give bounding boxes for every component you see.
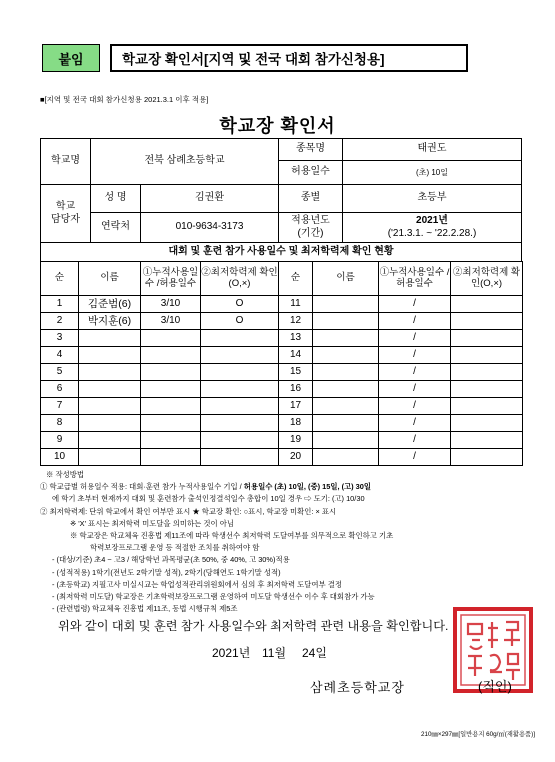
- cell-days: /: [379, 296, 451, 313]
- col-header-name: 이름: [79, 262, 141, 296]
- cell-no: 11: [279, 296, 313, 313]
- cell-no: 1: [41, 296, 79, 313]
- cell-days: 3/10: [141, 296, 201, 313]
- cell-no: 12: [279, 313, 313, 330]
- cell-no: 6: [41, 381, 79, 398]
- name-label: 성 명: [91, 185, 141, 213]
- cell-days: /: [379, 347, 451, 364]
- period-range: ('21.3.1. ~ '22.2.28.): [387, 227, 477, 239]
- cell-no: 18: [279, 415, 313, 432]
- cell-check: O: [201, 313, 279, 330]
- cell-name: 김준범(6): [79, 296, 141, 313]
- table-row: [41, 330, 523, 347]
- period-value: [343, 213, 522, 243]
- cell-no: 2: [41, 313, 79, 330]
- date-month: 11월: [262, 646, 287, 660]
- cell-check: [451, 415, 523, 432]
- status-section-title: 대회 및 훈련 참가 사용일수 및 최저학력제 확인 현황: [41, 243, 522, 262]
- cell-days: 3/10: [141, 313, 201, 330]
- cell-name: [313, 381, 379, 398]
- header-title: 학교장 확인서[지역 및 전국 대회 참가신청용]: [110, 44, 468, 72]
- table-row: [41, 449, 523, 466]
- note-bold-text: 허용일수 (초) 10일, (중) 15일, (고) 30일: [243, 482, 372, 492]
- cell-no: 15: [279, 364, 313, 381]
- cell-check: [451, 381, 523, 398]
- cell-no: 5: [41, 364, 79, 381]
- table-row: [41, 313, 523, 330]
- cell-no: 7: [41, 398, 79, 415]
- cell-no: 13: [279, 330, 313, 347]
- cell-check: [451, 330, 523, 347]
- status-header-row: [41, 262, 523, 296]
- date-day: 24일: [302, 646, 327, 660]
- cell-check: [451, 313, 523, 330]
- period-year: 2021년: [416, 215, 448, 226]
- cell-days: [141, 432, 201, 449]
- cell-no: 14: [279, 347, 313, 364]
- table-row: [41, 398, 523, 415]
- cell-no: 17: [279, 398, 313, 415]
- paper-spec-footer: 210㎜×297㎜[일반용지 60g/㎡(재활용품)]: [421, 731, 535, 738]
- cell-name: [313, 330, 379, 347]
- cell-check: O: [201, 296, 279, 313]
- document-title: 학교장 확인서: [219, 116, 336, 136]
- col-header-no: 순: [41, 262, 79, 296]
- table-row: [41, 381, 523, 398]
- table-row: [41, 296, 523, 313]
- principal-signature-line: 삼례초등학교장: [310, 680, 405, 695]
- school-label: 학교명: [41, 139, 91, 185]
- note-line: - (초등학교) 지필고사 미실시교는 학업성적관리위원회에서 심의 후 최저학력 도달여부 결정: [52, 579, 343, 589]
- cell-days: /: [379, 381, 451, 398]
- cell-name: [313, 313, 379, 330]
- cell-name: [313, 449, 379, 466]
- cell-days: [141, 330, 201, 347]
- date-year: 2021년: [212, 646, 251, 660]
- cell-no: 10: [41, 449, 79, 466]
- cell-days: /: [379, 432, 451, 449]
- cell-days: /: [379, 415, 451, 432]
- cell-check: [201, 381, 279, 398]
- cell-days: /: [379, 330, 451, 347]
- col-header-name: 이름: [313, 262, 379, 296]
- cell-days: /: [379, 398, 451, 415]
- cell-name: [79, 330, 141, 347]
- col-header-check: ②최저학력제 확인(O,×): [451, 262, 523, 296]
- allowed-days-label: 허용일수: [279, 161, 343, 185]
- category-label: 종별: [279, 185, 343, 213]
- writing-instructions: [40, 469, 532, 615]
- cell-check: [451, 347, 523, 364]
- cell-check: [201, 330, 279, 347]
- contact-label: 연락처: [91, 213, 141, 243]
- cell-days: [141, 364, 201, 381]
- cell-name: [313, 296, 379, 313]
- cell-name: [313, 398, 379, 415]
- note-line: - (성적적용) 1학기(전년도 2학기말 성적), 2학기(당해연도 1학기말 성적): [52, 567, 281, 577]
- cell-check: [201, 398, 279, 415]
- cell-name: [79, 415, 141, 432]
- cell-no: 20: [279, 449, 313, 466]
- cell-no: 16: [279, 381, 313, 398]
- school-value: 전북 삼례초등학교: [91, 139, 279, 185]
- table-row: [41, 347, 523, 364]
- cell-check: [201, 449, 279, 466]
- cell-days: [141, 347, 201, 364]
- cell-no: 9: [41, 432, 79, 449]
- note-line: - (관련법령) 학교체육 진흥법 제11조, 동법 시행규칙 제5조: [52, 604, 238, 614]
- cell-check: [201, 364, 279, 381]
- cell-no: 3: [41, 330, 79, 347]
- note-line: ② 최저학력제: 단위 학교에서 확인 여부만 표시 ★ 학교장 확인: ○표시, 학교장 미확인: × 표시: [40, 506, 337, 516]
- cell-check: [451, 432, 523, 449]
- cell-days: [141, 381, 201, 398]
- name-value: 김권환: [141, 185, 279, 213]
- cell-no: 19: [279, 432, 313, 449]
- cell-name: [313, 415, 379, 432]
- cell-no: 8: [41, 415, 79, 432]
- table-row: [41, 432, 523, 449]
- note-line: 에 학기 초부터 현재까지 대회 및 훈련참가 출석인정결석일수 총합이 10일 경우 ⇨ 도기: (고) 10/30: [52, 494, 365, 504]
- note-line: 학력보장프로그램 운영 등 적절한 조치를 취하여야 함: [90, 543, 260, 553]
- sport-label: 종목명: [279, 139, 343, 161]
- cell-check: [201, 432, 279, 449]
- note-line: - (대상/기준) 초4 ~ 고3 / 해당학년 과목평균(초 50%, 중 40%, 고 30%)적용: [52, 555, 290, 565]
- cell-name: [313, 364, 379, 381]
- contact-value: 010-9634-3173: [141, 213, 279, 243]
- allowed-days-value: (초) 10일: [343, 161, 522, 185]
- cell-check: [201, 347, 279, 364]
- cell-name: [313, 347, 379, 364]
- note-line: [40, 481, 532, 493]
- period-label: 적용년도 (기간): [279, 213, 343, 243]
- cell-check: [451, 398, 523, 415]
- cell-check: [451, 364, 523, 381]
- notes-heading: ※ 작성방법: [46, 470, 85, 479]
- sport-value: 태권도: [343, 139, 522, 161]
- cell-check: [201, 415, 279, 432]
- cell-days: [141, 398, 201, 415]
- cell-days: /: [379, 364, 451, 381]
- table-row: [41, 415, 523, 432]
- info-table: [40, 138, 522, 262]
- note-line: ※ 학교장은 학교체육 진흥법 제11조에 따라 학생선수 최저학력 도달여부를 의무적으로 확인하고 기초: [70, 531, 394, 541]
- note-text: ① 학교급별 허용일수 적용: 대회·훈련 참가 누적사용일수 기입 /: [40, 482, 244, 492]
- cell-check: [451, 296, 523, 313]
- cell-days: [141, 415, 201, 432]
- cell-name: [313, 432, 379, 449]
- cell-name: [79, 347, 141, 364]
- cell-days: /: [379, 449, 451, 466]
- col-header-days: ①누적사용일수 /허용일수: [141, 262, 201, 296]
- cell-no: 4: [41, 347, 79, 364]
- col-header-check: ②최저학력제 확인(O,×): [201, 262, 279, 296]
- table-row: [41, 364, 523, 381]
- seal-label: (직인): [478, 679, 512, 694]
- cell-name: [79, 381, 141, 398]
- status-table: [40, 261, 523, 466]
- cell-name: [79, 432, 141, 449]
- cell-name: 박지훈(6): [79, 313, 141, 330]
- category-value: 초등부: [343, 185, 522, 213]
- col-header-days: ①누적사용일수 /허용일수: [379, 262, 451, 296]
- note-line: - (최저학력 미도달) 학교장은 기초학력보장프로그램 운영하여 미도달 학생선수 이수 후 대회참가 가능: [52, 592, 375, 602]
- cell-days: [141, 449, 201, 466]
- cell-name: [79, 449, 141, 466]
- form-subtitle: ■[지역 및 전국 대회 참가신청용 2021.3.1 이후 적용]: [40, 95, 209, 104]
- confirmation-statement: 위와 같이 대회 및 훈련 참가 사용일수와 최저학력 관련 내용을 확인합니다.: [58, 619, 449, 633]
- col-header-no: 순: [279, 262, 313, 296]
- attachment-badge: 붙임: [42, 44, 100, 72]
- cell-days: /: [379, 313, 451, 330]
- cell-check: [451, 449, 523, 466]
- note-line: ※ 'X' 표시는 최저학력 미도달을 의미하는 것이 아님: [70, 518, 234, 528]
- cell-name: [79, 364, 141, 381]
- manager-label: 학교 담당자: [41, 185, 91, 243]
- cell-name: [79, 398, 141, 415]
